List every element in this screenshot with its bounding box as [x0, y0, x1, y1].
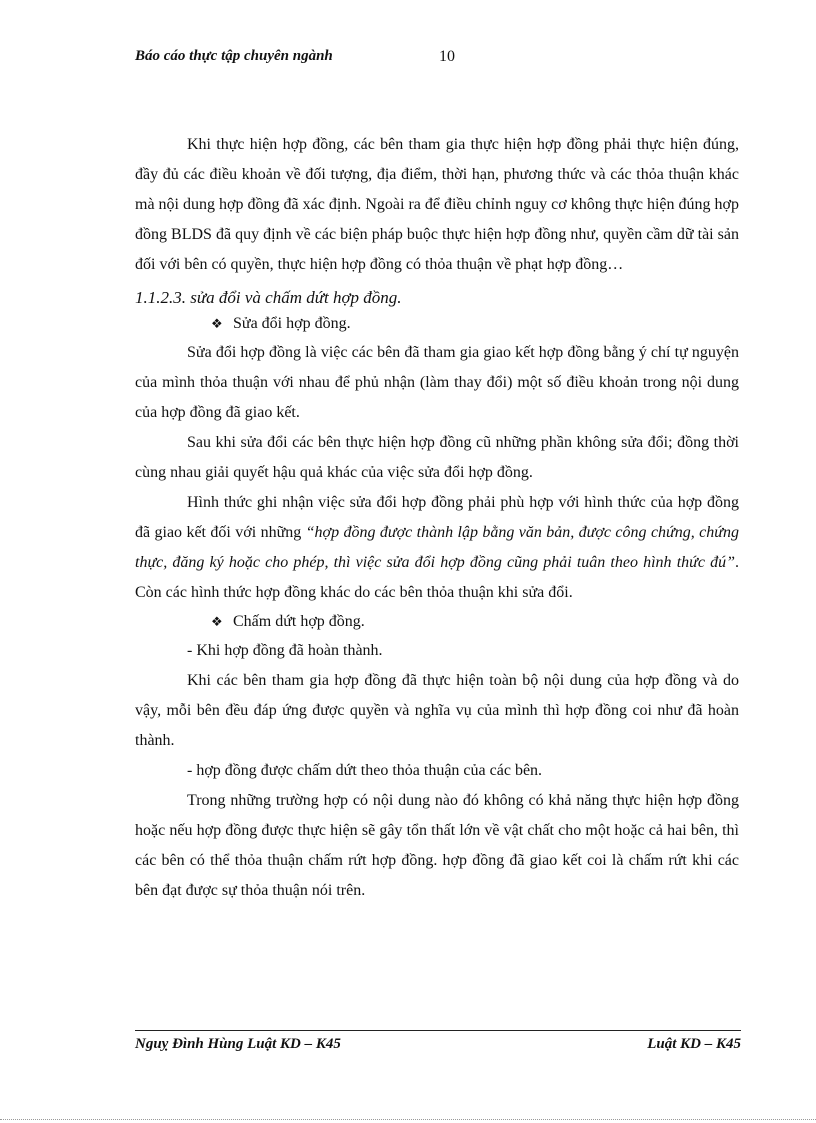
bullet-diamond-icon: ❖ — [211, 614, 223, 629]
bullet-termination — [135, 608, 739, 636]
document-body — [135, 130, 739, 906]
footer-divider — [135, 1030, 741, 1031]
section-heading: 1.1.2.3. sửa đổi và chấm dứt hợp đồng. — [135, 288, 402, 307]
page-footer — [135, 1036, 741, 1058]
page-bottom-border — [0, 1119, 816, 1120]
paragraph-amendment-form — [135, 488, 739, 608]
dash-item-completed: - Khi hợp đồng đã hoàn thành. — [187, 642, 383, 659]
bullet-diamond-icon: ❖ — [211, 316, 223, 331]
page-number: 10 — [439, 48, 455, 65]
dash-item-agreement: - hợp đồng được chấm dứt theo thỏa thuận của các bên. — [187, 762, 543, 779]
paragraph-after-amendment: Sau khi sửa đổi các bên thực hiện hợp đồng cũ những phần không sửa đổi; đồng thời cùng nhau giải quyết hậu quả khác của việc sửa đổi hợp đồng. — [135, 434, 739, 481]
header-title: Báo cáo thực tập chuyên ngành — [135, 48, 333, 64]
amendment-form-tail: . Còn các hình thức hợp đồng khác do các bên thỏa thuận khi sửa đổi. — [135, 554, 739, 601]
footer-author: Nguỵ Đình Hùng Luật KD – K45 — [135, 1036, 341, 1052]
paragraph-performance: Khi thực hiện hợp đồng, các bên tham gia thực hiện hợp đồng phải thực hiện đúng, đầy đủ các điều khoản về đối tượng, địa điểm, thời hạn, phương thức và các thỏa thuận khác mà nội dung hợp đồng đã xác định. Ngoài ra để điều chỉnh nguy cơ không thực hiện đúng hợp đồng BLDS đã quy định về các biện pháp buộc thực hiện hợp đồng như, quyền cầm dữ tài sản đối với bên có quyền, thực hiện hợp đồng có thỏa thuận về phạt hợp đồng… — [135, 136, 739, 273]
amendment-form-quote: “hợp đồng được thành lập bằng văn bản, được công chứng, chứng thực, đăng ký hoặc cho phép, thì việc sửa đổi hợp đồng cũng phải tuân theo hình thức đú” — [135, 524, 740, 571]
paragraph-completed: Khi các bên tham gia hợp đồng đã thực hiện toàn bộ nội dung của hợp đồng và do vậy, mỗi bên đều đáp ứng được quyền và nghĩa vụ của mình thì hợp đồng coi như đã hoàn thành. — [135, 672, 739, 749]
paragraph-amendment-definition: Sửa đổi hợp đồng là việc các bên đã tham gia giao kết hợp đồng bằng ý chí tự nguyện của mình thỏa thuận với nhau để phủ nhận (làm thay đổi) một số điều khoản trong nội dung của hợp đồng đã giao kết. — [135, 344, 739, 421]
bullet-termination-label: Chấm dứt hợp đồng. — [233, 613, 365, 630]
bullet-amendment — [135, 310, 739, 338]
paragraph-agreement-termination: Trong những trường hợp có nội dung nào đó không có khả năng thực hiện hợp đồng hoặc nếu hợp đồng được thực hiện sẽ gây tổn thất lớn về vật chất cho một hoặc cả hai bên, thì các bên có thể thỏa thuận chấm rứt hợp đồng. hợp đồng đã giao kết coi là chấm rứt khi các bên đạt được sự thỏa thuận nói trên. — [135, 792, 739, 899]
amendment-form-text: Hình thức ghi nhận việc sửa đổi hợp đồng phải phù hợp với hình thức của hợp đồng đã giao kết đối với những — [135, 494, 739, 541]
bullet-amendment-label: Sửa đổi hợp đồng. — [233, 315, 351, 332]
page-header — [135, 48, 735, 70]
footer-course: Luật KD – K45 — [647, 1036, 741, 1052]
